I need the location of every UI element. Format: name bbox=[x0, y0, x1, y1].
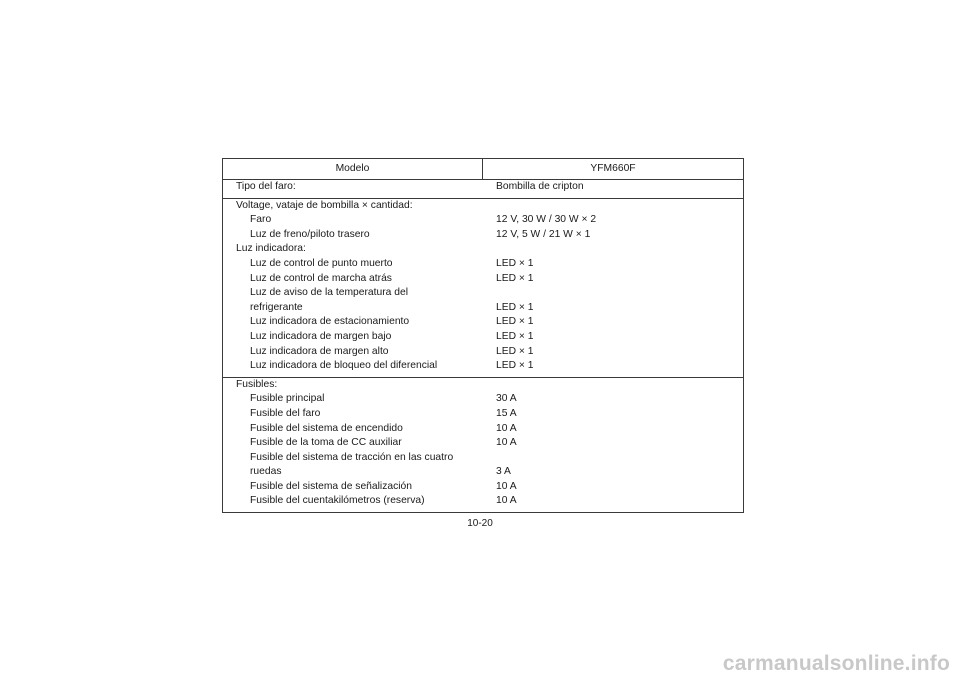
bulbs-title: Voltage, vataje de bombilla × cantidad: bbox=[236, 199, 413, 211]
indicator-label-parking: Luz indicadora de estacionamiento bbox=[250, 316, 410, 328]
bulb-label-brake-tail: Luz de freno/piloto trasero bbox=[250, 228, 370, 240]
fuse-value-4wd: 3 A bbox=[496, 466, 511, 478]
fuse-label-headlight: Fusible del faro bbox=[250, 407, 321, 419]
table-row bbox=[223, 494, 743, 509]
bulb-label-headlight: Faro bbox=[250, 214, 272, 226]
table-row bbox=[223, 392, 743, 407]
fuse-label-main: Fusible principal bbox=[250, 393, 325, 405]
table-row bbox=[223, 228, 743, 243]
fuse-label-signaling: Fusible del sistema de señalización bbox=[250, 480, 412, 492]
table-row bbox=[223, 378, 743, 393]
indicators-title: Luz indicadora: bbox=[236, 243, 306, 255]
indicator-value-neutral: LED × 1 bbox=[496, 257, 534, 269]
fuse-value-headlight: 15 A bbox=[496, 407, 517, 419]
header-model-label: Modelo bbox=[223, 159, 483, 179]
table-row bbox=[223, 407, 743, 422]
table-row bbox=[223, 451, 743, 480]
indicator-value-high-range: LED × 1 bbox=[496, 345, 534, 357]
bulbs-section bbox=[223, 199, 743, 378]
fuse-value-speedometer: 10 A bbox=[496, 495, 517, 507]
fuses-title: Fusibles: bbox=[236, 378, 278, 390]
fuse-value-signaling: 10 A bbox=[496, 480, 517, 492]
table-row bbox=[223, 330, 743, 345]
table-row bbox=[223, 180, 743, 195]
watermark: carmanualsonline.info bbox=[722, 652, 950, 675]
headlight-type-label: Tipo del faro: bbox=[236, 181, 296, 192]
fuse-label-ignition: Fusible del sistema de encendido bbox=[250, 422, 403, 434]
page-number: 10-20 bbox=[467, 518, 493, 529]
table-row bbox=[223, 213, 743, 228]
indicator-label-neutral: Luz de control de punto muerto bbox=[250, 257, 393, 269]
fuse-label-4wd bbox=[223, 451, 483, 480]
indicator-label-coolant-line1: Luz de aviso de la temperatura del bbox=[250, 287, 408, 299]
headlight-section bbox=[223, 180, 743, 199]
bulb-value-brake-tail: 12 V, 5 W / 21 W × 1 bbox=[496, 228, 591, 240]
table-row bbox=[223, 345, 743, 360]
bulb-value-headlight: 12 V, 30 W / 30 W × 2 bbox=[496, 214, 597, 226]
table-row bbox=[223, 436, 743, 451]
indicator-label-low-range: Luz indicadora de margen bajo bbox=[250, 330, 392, 342]
table-header-row bbox=[223, 159, 743, 180]
table-row bbox=[223, 422, 743, 437]
fuse-value-ignition: 10 A bbox=[496, 422, 517, 434]
indicator-value-diff-lock: LED × 1 bbox=[496, 360, 534, 372]
table-row bbox=[223, 242, 743, 257]
indicator-value-coolant: LED × 1 bbox=[496, 301, 534, 313]
fuse-value-dc-outlet: 10 A bbox=[496, 437, 517, 449]
header-model-value: YFM660F bbox=[590, 162, 636, 174]
fuse-label-4wd-line2: ruedas bbox=[250, 466, 282, 478]
indicator-label-high-range: Luz indicadora de margen alto bbox=[250, 345, 389, 357]
indicator-label-coolant bbox=[223, 286, 483, 315]
indicator-value-reverse: LED × 1 bbox=[496, 272, 534, 284]
table-row bbox=[223, 272, 743, 287]
spec-table bbox=[222, 158, 744, 513]
table-row bbox=[223, 480, 743, 495]
indicator-value-low-range: LED × 1 bbox=[496, 330, 534, 342]
table-row bbox=[223, 315, 743, 330]
headlight-type-value: Bombilla de cripton bbox=[496, 181, 584, 192]
indicator-label-diff-lock: Luz indicadora de bloqueo del diferencial bbox=[250, 360, 438, 372]
table-row bbox=[223, 257, 743, 272]
fuses-section bbox=[223, 378, 743, 512]
table-row bbox=[223, 286, 743, 315]
table-row bbox=[223, 359, 743, 374]
indicator-label-reverse: Luz de control de marcha atrás bbox=[250, 272, 392, 284]
fuse-label-speedometer: Fusible del cuentakilómetros (reserva) bbox=[250, 495, 425, 507]
table-row bbox=[223, 199, 743, 214]
indicator-value-parking: LED × 1 bbox=[496, 316, 534, 328]
fuse-label-4wd-line1: Fusible del sistema de tracción en las cuatro bbox=[250, 451, 454, 463]
fuse-value-main: 30 A bbox=[496, 393, 517, 405]
indicator-label-coolant-line2: refrigerante bbox=[250, 301, 303, 313]
fuse-label-dc-outlet: Fusible de la toma de CC auxiliar bbox=[250, 437, 402, 449]
